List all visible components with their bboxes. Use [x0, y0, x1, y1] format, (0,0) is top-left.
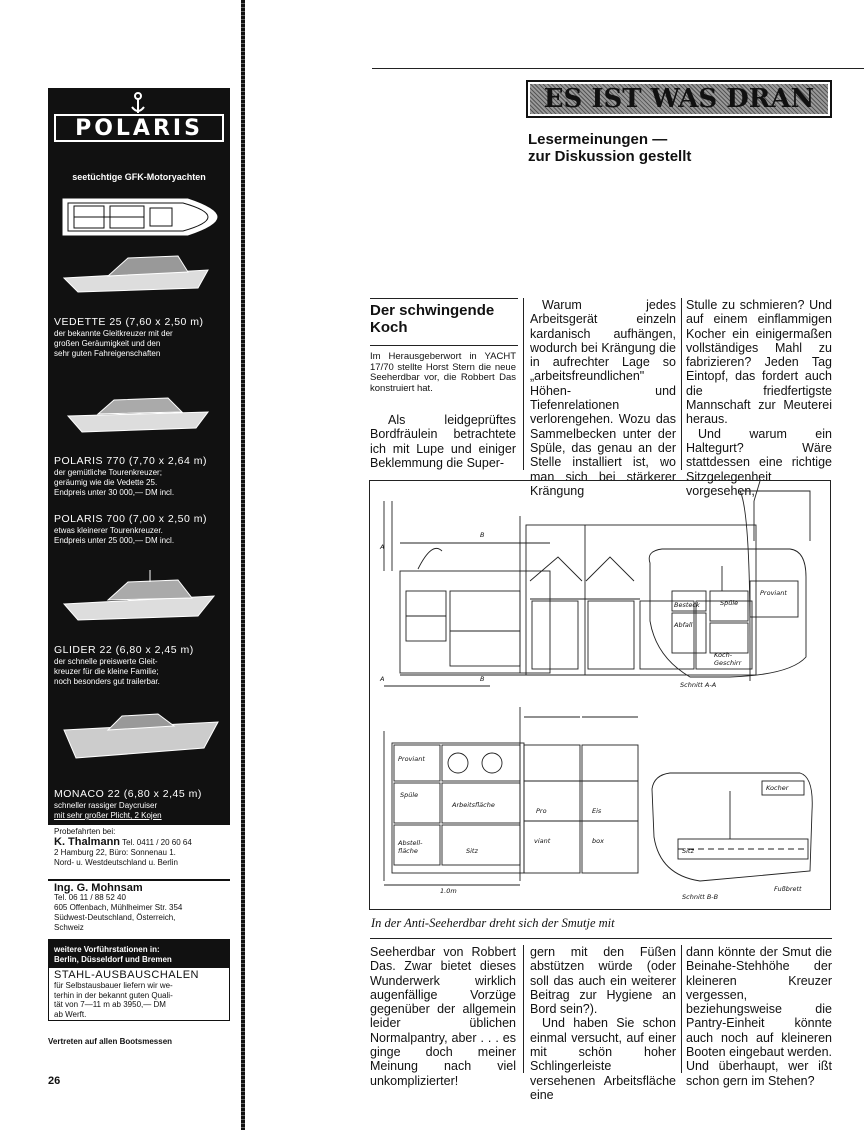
section-banner: [526, 80, 832, 118]
dealer-mohnsam: Ing. G. Mohnsam Tel. 06 11 / 88 52 40 605 Offenbach, Mühlheimer Str. 354 Südwest-Deutschland, Österreich, Schweiz: [48, 881, 230, 939]
column-rule: [681, 945, 682, 1073]
label-eis: Eis: [592, 807, 602, 815]
glider-boat-icon: [58, 708, 220, 772]
label-mark-b: B: [480, 531, 485, 539]
caption-rule: [370, 938, 832, 939]
title-rule: [370, 298, 518, 299]
section-kicker: Lesermeinungen — zur Diskussion gestellt: [528, 131, 692, 165]
model-vedette: VEDETTE 25 (7,60 x 2,50 m) der bekannte Gleitkreuzer mit der großen Geräumigkeit und den sehr guten Fahreigenschaften: [54, 316, 204, 358]
label-kochgeschirr: Koch-: [714, 651, 733, 659]
column-rule: [523, 945, 524, 1073]
polaris-advertisement: [48, 88, 230, 967]
column-1-bottom: Seeherdbar von Robbert Das. Zwar bietet dieses Wunderwerk wirklich augenfällige Vorzüge gegenüber der allgemein leider üblichen Normalpantry, aber . . . es ginge doch meiner Meinung nach viel unkomplizierter!: [370, 945, 516, 1088]
column-3-bottom: dann könnte der Smut die Beinahe-Stehhöhe der kleineren Kreuzer vergessen, beziehungsweise die Pantry-Einheit könnte auch noch auf kleineren Booten eingebaut werden. Und überhaupt, wer ißt schon gern im Stehen?: [686, 945, 832, 1088]
page-spine: [241, 0, 245, 1130]
demo-stations: weitere Vorführstationen in: Berlin, Düsseldorf und Bremen: [54, 945, 172, 964]
pantry-drawing: [369, 480, 831, 910]
label-viant: viant: [534, 837, 551, 845]
model-glider: GLIDER 22 (6,80 x 2,45 m) der schnelle preiswerte Gleit- kreuzer für die kleine Familie; noch besonders gut trailerbar.: [54, 644, 194, 686]
boat-plan-view-icon: [58, 188, 220, 246]
label-kochgeschirr: Geschirr: [714, 659, 742, 667]
article-title: Der schwingende Koch: [370, 302, 495, 336]
label-box: box: [592, 837, 604, 845]
model-monaco: MONACO 22 (6,80 x 2,45 m) schneller rassiger Daycruiser mit sehr großer Plicht, 2 Kojen: [54, 788, 202, 820]
model-polaris-770: POLARIS 770 (7,70 x 2,64 m) der gemütliche Tourenkreuzer; geräumig wie die Vedette 25. Endpreis unter 30 000,— DM incl.: [54, 455, 207, 497]
column-rule: [681, 298, 682, 470]
page-number: 26: [48, 1075, 61, 1087]
label-mark-a: A: [380, 675, 385, 683]
top-rule: [372, 68, 864, 69]
label-kocher: Kocher: [766, 784, 789, 792]
article-lede: Im Herausgeberwort in YACHT 17/70 stellte Horst Stern die neue Seeherdbar vor, die Robbert Das konstruiert hat.: [370, 351, 516, 394]
polaris700-boat-icon: [58, 568, 220, 628]
label-abstell: fläche: [398, 847, 418, 855]
vedette-boat-icon: [58, 248, 220, 298]
label-proviant: Proviant: [760, 589, 787, 597]
label-arbeitsflaeche: Arbeitsfläche: [452, 801, 495, 809]
label-spuele: Spüle: [400, 791, 419, 799]
figure-caption: In der Anti-Seeherdbar dreht sich der Smutje mit: [371, 916, 615, 930]
label-proviant: Proviant: [398, 755, 425, 763]
column-rule: [523, 298, 524, 470]
column-2-top: Warum jedes Arbeitsgerät einzeln kardanisch aufhängen, wodurch bei Krängung die in aufrechter Lage so „arbeitsfreundlichen" Höhen- und Tiefenrelationen verlorengehen. Wozu das Sammelbecken unter der Spüle, das genau an der Stelle installiert ist, wo man sich bei stärkerer Krängung: [530, 298, 676, 498]
lede-rule: [370, 345, 518, 346]
section-drawing: [370, 481, 830, 909]
column-1-top: Als leidgeprüftes Bordfräulein betrachtete ich mit Lupe und einiger Beklemmung die Super-: [370, 413, 516, 470]
anchor-icon: [131, 92, 145, 114]
label-mark-b: B: [480, 675, 485, 683]
label-fussbrett: Fußbrett: [774, 885, 802, 893]
dealer-thalmann: Probefahrten bei: K. Thalmann Tel. 0411 / 20 60 64 2 Hamburg 22, Büro: Sonnenau 1. Nord- u. Westdeutschland u. Berlin: [48, 825, 230, 879]
label-dimension: 1.0m: [440, 887, 457, 895]
label-mark-a: A: [380, 543, 385, 551]
label-pro: Pro: [536, 807, 547, 815]
label-section-a: Schnitt A-A: [680, 681, 717, 689]
column-3-top: Stulle zu schmieren? Und auf einem einflammigen Kocher ein einigermaßen vollständiges Mahl zu fabrizieren? Jeden Tag Eintopf, das fordert auch die friedfertigste Mannschaft zur Meuterei heraus. Und warum ein Haltegurt? Wäre stattdessen eine richtige Sitzgelegenheit vorgesehen,: [686, 298, 832, 498]
ad-footer: Vertreten auf allen Bootsmessen: [48, 1037, 173, 1046]
label-abfall: Abfall: [674, 621, 693, 629]
steel-hulls-box: STAHL-AUSBAUSCHALEN für Selbstausbauer liefern wir we- terhin in der bekannt guten Quali- tät von 7—11 m ab 3950,— DM ab Werft.: [48, 967, 230, 1021]
ad-tagline: seetüchtige GFK-Motoryachten: [72, 172, 206, 182]
column-2-bottom: gern mit den Füßen abstützen würde (oder soll das auch ein weiterer Beitrag zur Hygiene an Bord sein?). Und haben Sie schon einmal versucht, auf einer mit schön hoher Schlingerleiste versehenen Arbeitsfläche eine: [530, 945, 676, 1102]
label-besteck: Besteck: [674, 601, 700, 609]
banner-text: ES IST WAS DRAN: [530, 84, 828, 114]
model-polaris-700: POLARIS 700 (7,00 x 2,50 m) etwas kleinerer Tourenkreuzer. Endpreis unter 25 000,— DM incl.: [54, 513, 207, 545]
label-spuele: Spüle: [720, 599, 739, 607]
label-section-b: Schnitt B-B: [682, 893, 719, 901]
polaris770-boat-icon: [58, 388, 220, 438]
label-sitz: Sitz: [466, 847, 478, 855]
label-sitz: Sitz: [682, 847, 694, 855]
label-abstell: Abstell-: [398, 839, 423, 847]
polaris-logo: POLARIS: [54, 114, 224, 142]
